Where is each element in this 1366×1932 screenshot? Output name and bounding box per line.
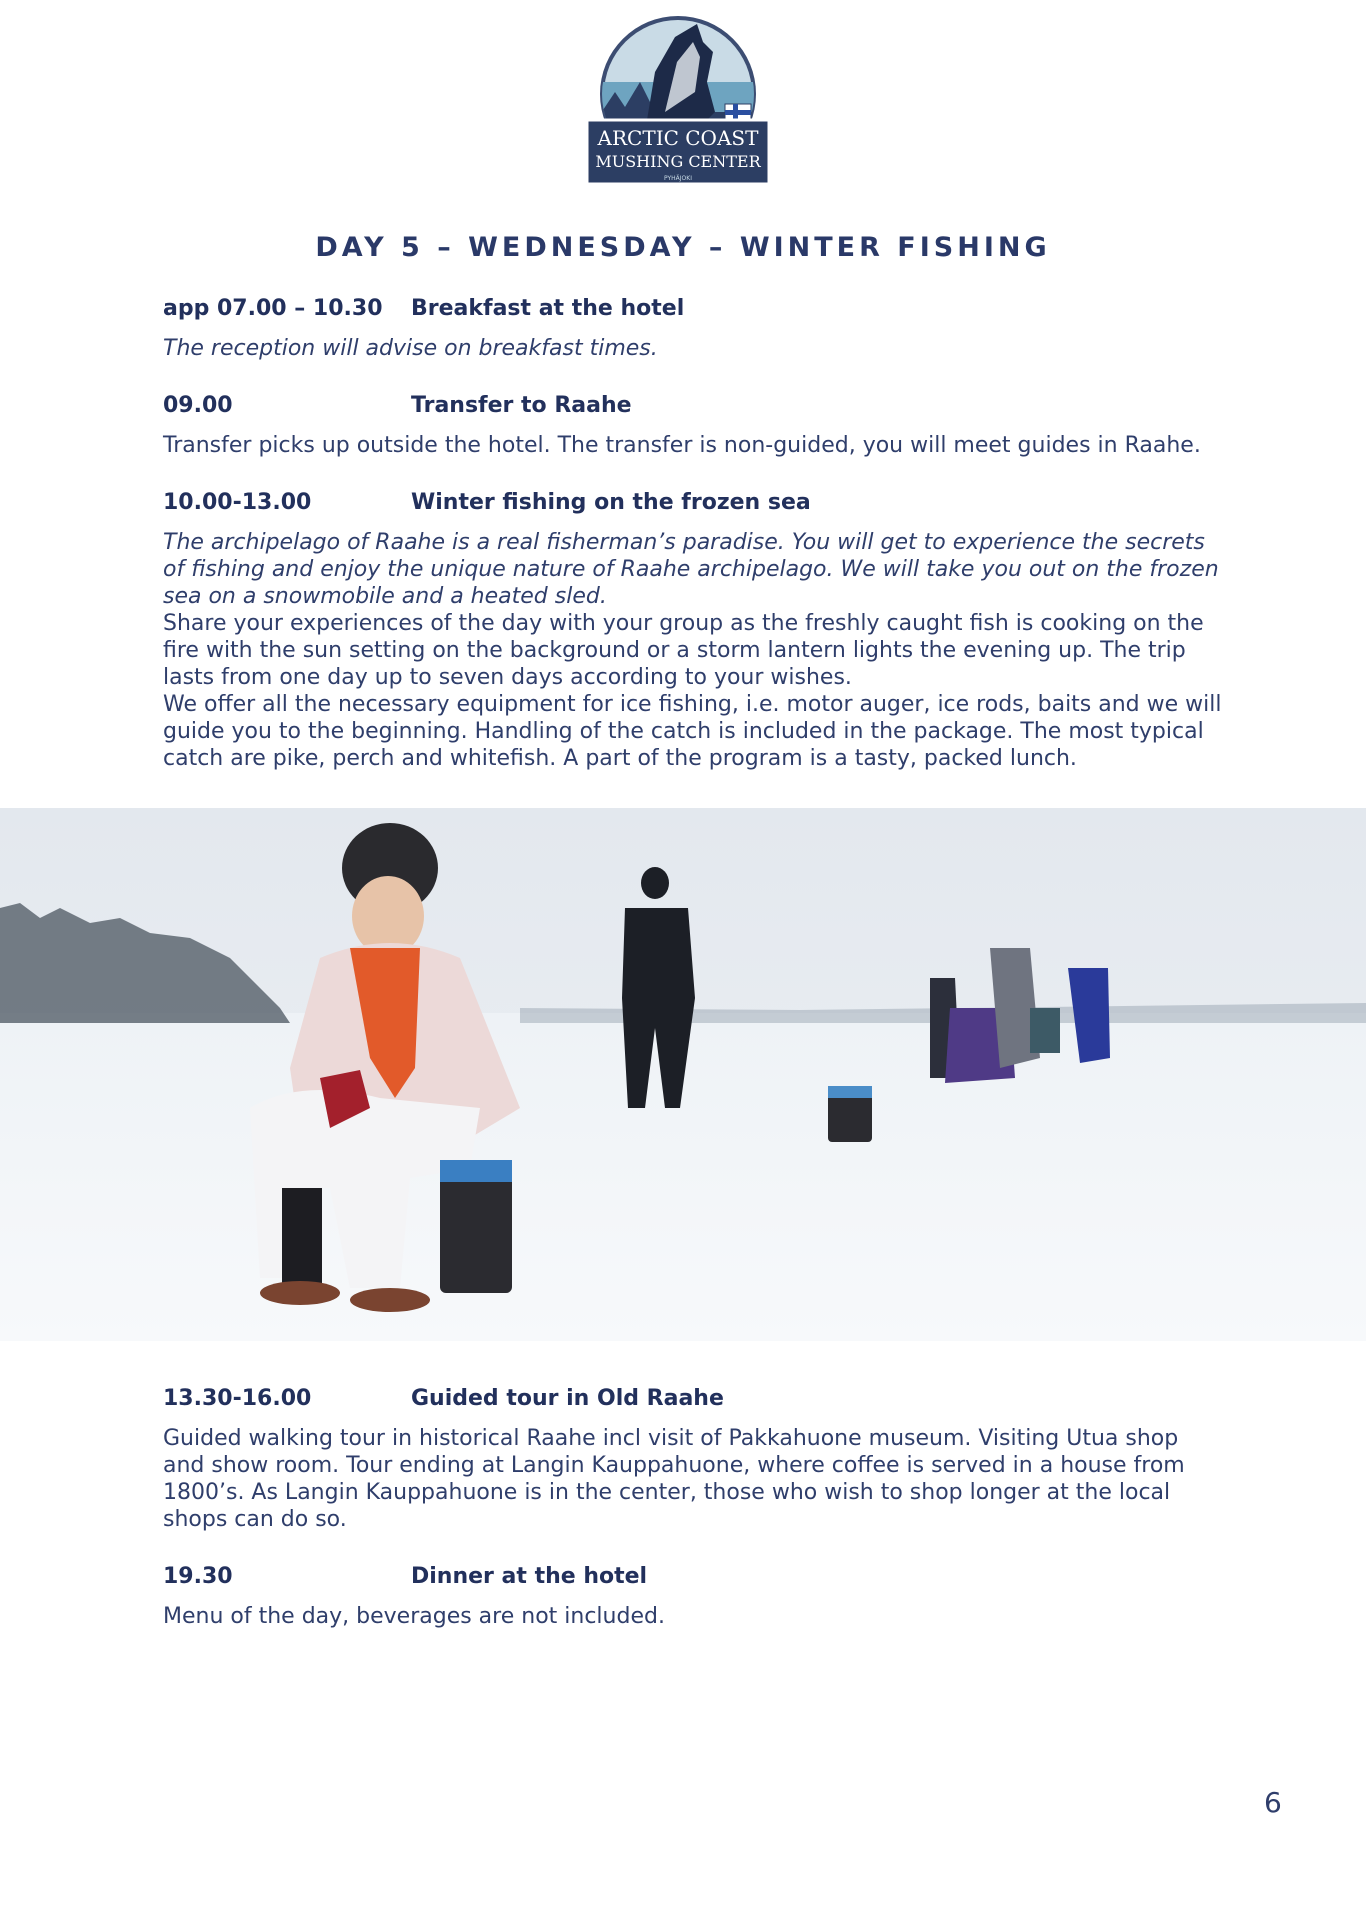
event-title: Winter fishing on the frozen sea	[411, 490, 811, 515]
ice-fishing-photo	[0, 808, 1366, 1341]
page-title: DAY 5 – WEDNESDAY – WINTER FISHING	[315, 232, 1051, 263]
event-time: 13.30-16.00	[163, 1386, 312, 1411]
logo-line1: ARCTIC COAST	[597, 126, 759, 150]
logo-line2: MUSHING CENTER	[595, 152, 761, 171]
event-note: The reception will advise on breakfast times.	[163, 336, 658, 361]
event-time: 10.00-13.00	[163, 490, 312, 515]
event-description: Guided walking tour in historical Raahe incl visit of Pakkahuone museum. Visiting Utua shop and show room. Tour ending at Langin Kauppahuone, where coffee is served in a house from 1800’s. As Langin Kauppahuone is in the center, those who wish to shop longer at the local shops can do so.	[163, 1426, 1185, 1532]
event-dinner	[163, 1564, 1223, 1630]
event-breakfast	[163, 296, 1223, 362]
event-description: Transfer picks up outside the hotel. The transfer is non-guided, you will meet guides in Raahe.	[163, 433, 1201, 458]
event-description: Share your experiences of the day with your group as the freshly caught fish is cooking on the fire with the sun setting on the background or a storm lantern lights the evening up. The trip lasts from one day up to seven days according to your wishes.	[163, 611, 1204, 690]
event-time: app 07.00 – 10.30	[163, 296, 383, 321]
event-transfer	[163, 393, 1223, 459]
event-title: Breakfast at the hotel	[411, 296, 685, 321]
event-time: 19.30	[163, 1564, 233, 1589]
page-number: 6	[1264, 1786, 1282, 1819]
event-title: Transfer to Raahe	[411, 393, 632, 418]
event-guided-tour	[163, 1386, 1223, 1533]
event-description: Menu of the day, beverages are not included.	[163, 1604, 665, 1629]
logo-line3: PYHÄJOKI	[664, 175, 692, 182]
event-time: 09.00	[163, 393, 233, 418]
event-title: Dinner at the hotel	[411, 1564, 648, 1589]
event-description: We offer all the necessary equipment for ice fishing, i.e. motor auger, ice rods, baits and we will guide you to the beginning. Handling of the catch is included in the package. The most typical catch are pike, perch and whitefish. A part of the program is a tasty, packed lunch.	[163, 692, 1222, 771]
event-note: The archipelago of Raahe is a real fisherman’s paradise. You will get to experience the secrets of fishing and enjoy the unique nature of Raahe archipelago. We will take you out on the frozen sea on a snowmobile and a heated sled.	[163, 530, 1219, 609]
arctic-coast-logo	[585, 12, 771, 192]
event-title: Guided tour in Old Raahe	[411, 1386, 724, 1411]
event-winter-fishing	[163, 490, 1223, 772]
